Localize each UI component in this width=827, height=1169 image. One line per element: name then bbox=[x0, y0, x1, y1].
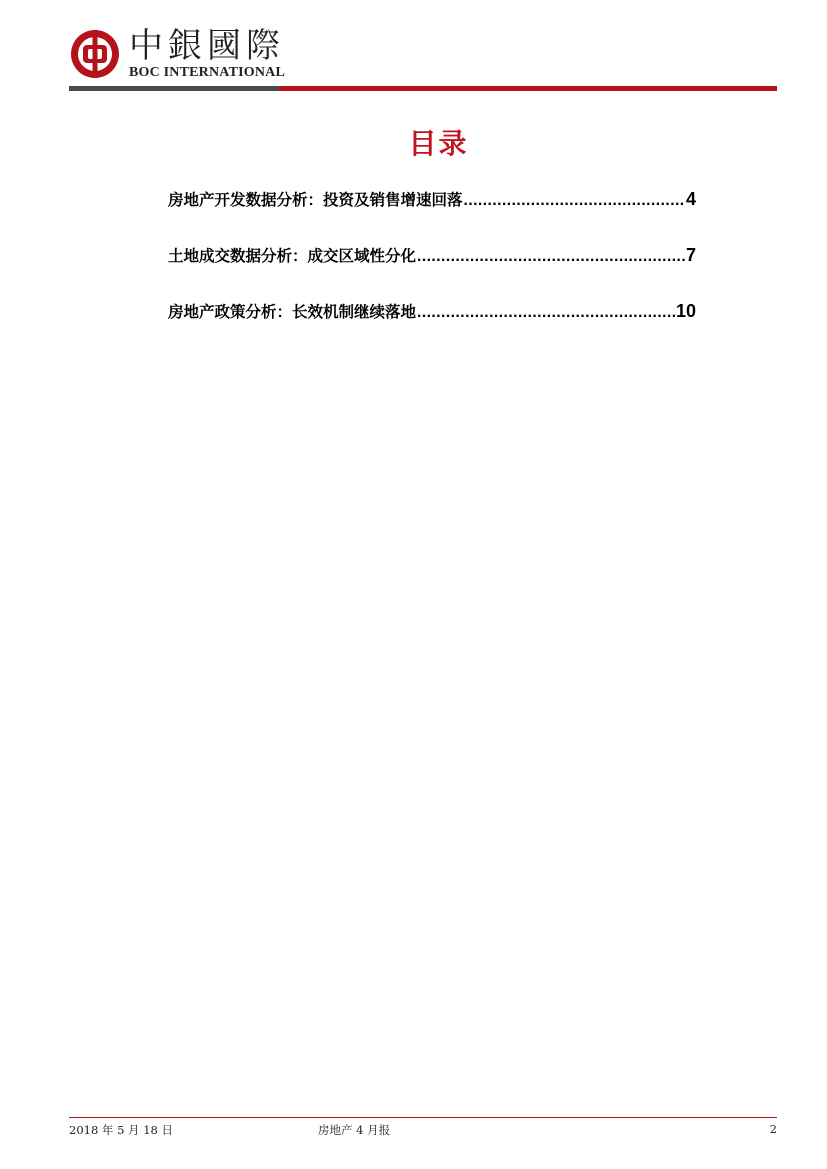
toc-leader-dots bbox=[417, 248, 685, 266]
logo-chinese-name: 中銀國際 bbox=[129, 26, 285, 66]
toc-entry-development[interactable] bbox=[168, 188, 696, 244]
toc-entry-policy[interactable] bbox=[168, 300, 696, 356]
toc-entry-text: 房地产开发数据分析：投资及销售增速回落 bbox=[168, 191, 463, 209]
toc-leader-dots bbox=[464, 192, 685, 210]
footer-date: 2018 年 5 月 18 日 bbox=[69, 1123, 173, 1137]
toc-entry-page: 10 bbox=[675, 301, 696, 321]
toc-entry-page: 7 bbox=[685, 245, 696, 265]
company-logo bbox=[69, 24, 309, 84]
toc-list bbox=[168, 188, 696, 356]
toc-entry-page: 4 bbox=[685, 189, 696, 209]
boc-logo-icon bbox=[69, 28, 121, 80]
toc-title: 目录 bbox=[408, 127, 469, 160]
footer-divider bbox=[69, 1117, 777, 1118]
toc-entry-text: 土地成交数据分析：成交区域性分化 bbox=[168, 247, 417, 265]
footer-report-name: 房地产 4 月报 bbox=[318, 1123, 391, 1137]
toc-leader-dots bbox=[417, 304, 675, 322]
footer-page-number: 2 bbox=[769, 1122, 777, 1136]
header-divider-red bbox=[279, 86, 777, 91]
header-divider-dark bbox=[69, 86, 279, 91]
toc-entry-text: 房地产政策分析：长效机制继续落地 bbox=[168, 303, 417, 321]
logo-english-name: BOC INTERNATIONAL bbox=[129, 65, 285, 80]
toc-entry-land[interactable] bbox=[168, 244, 696, 300]
